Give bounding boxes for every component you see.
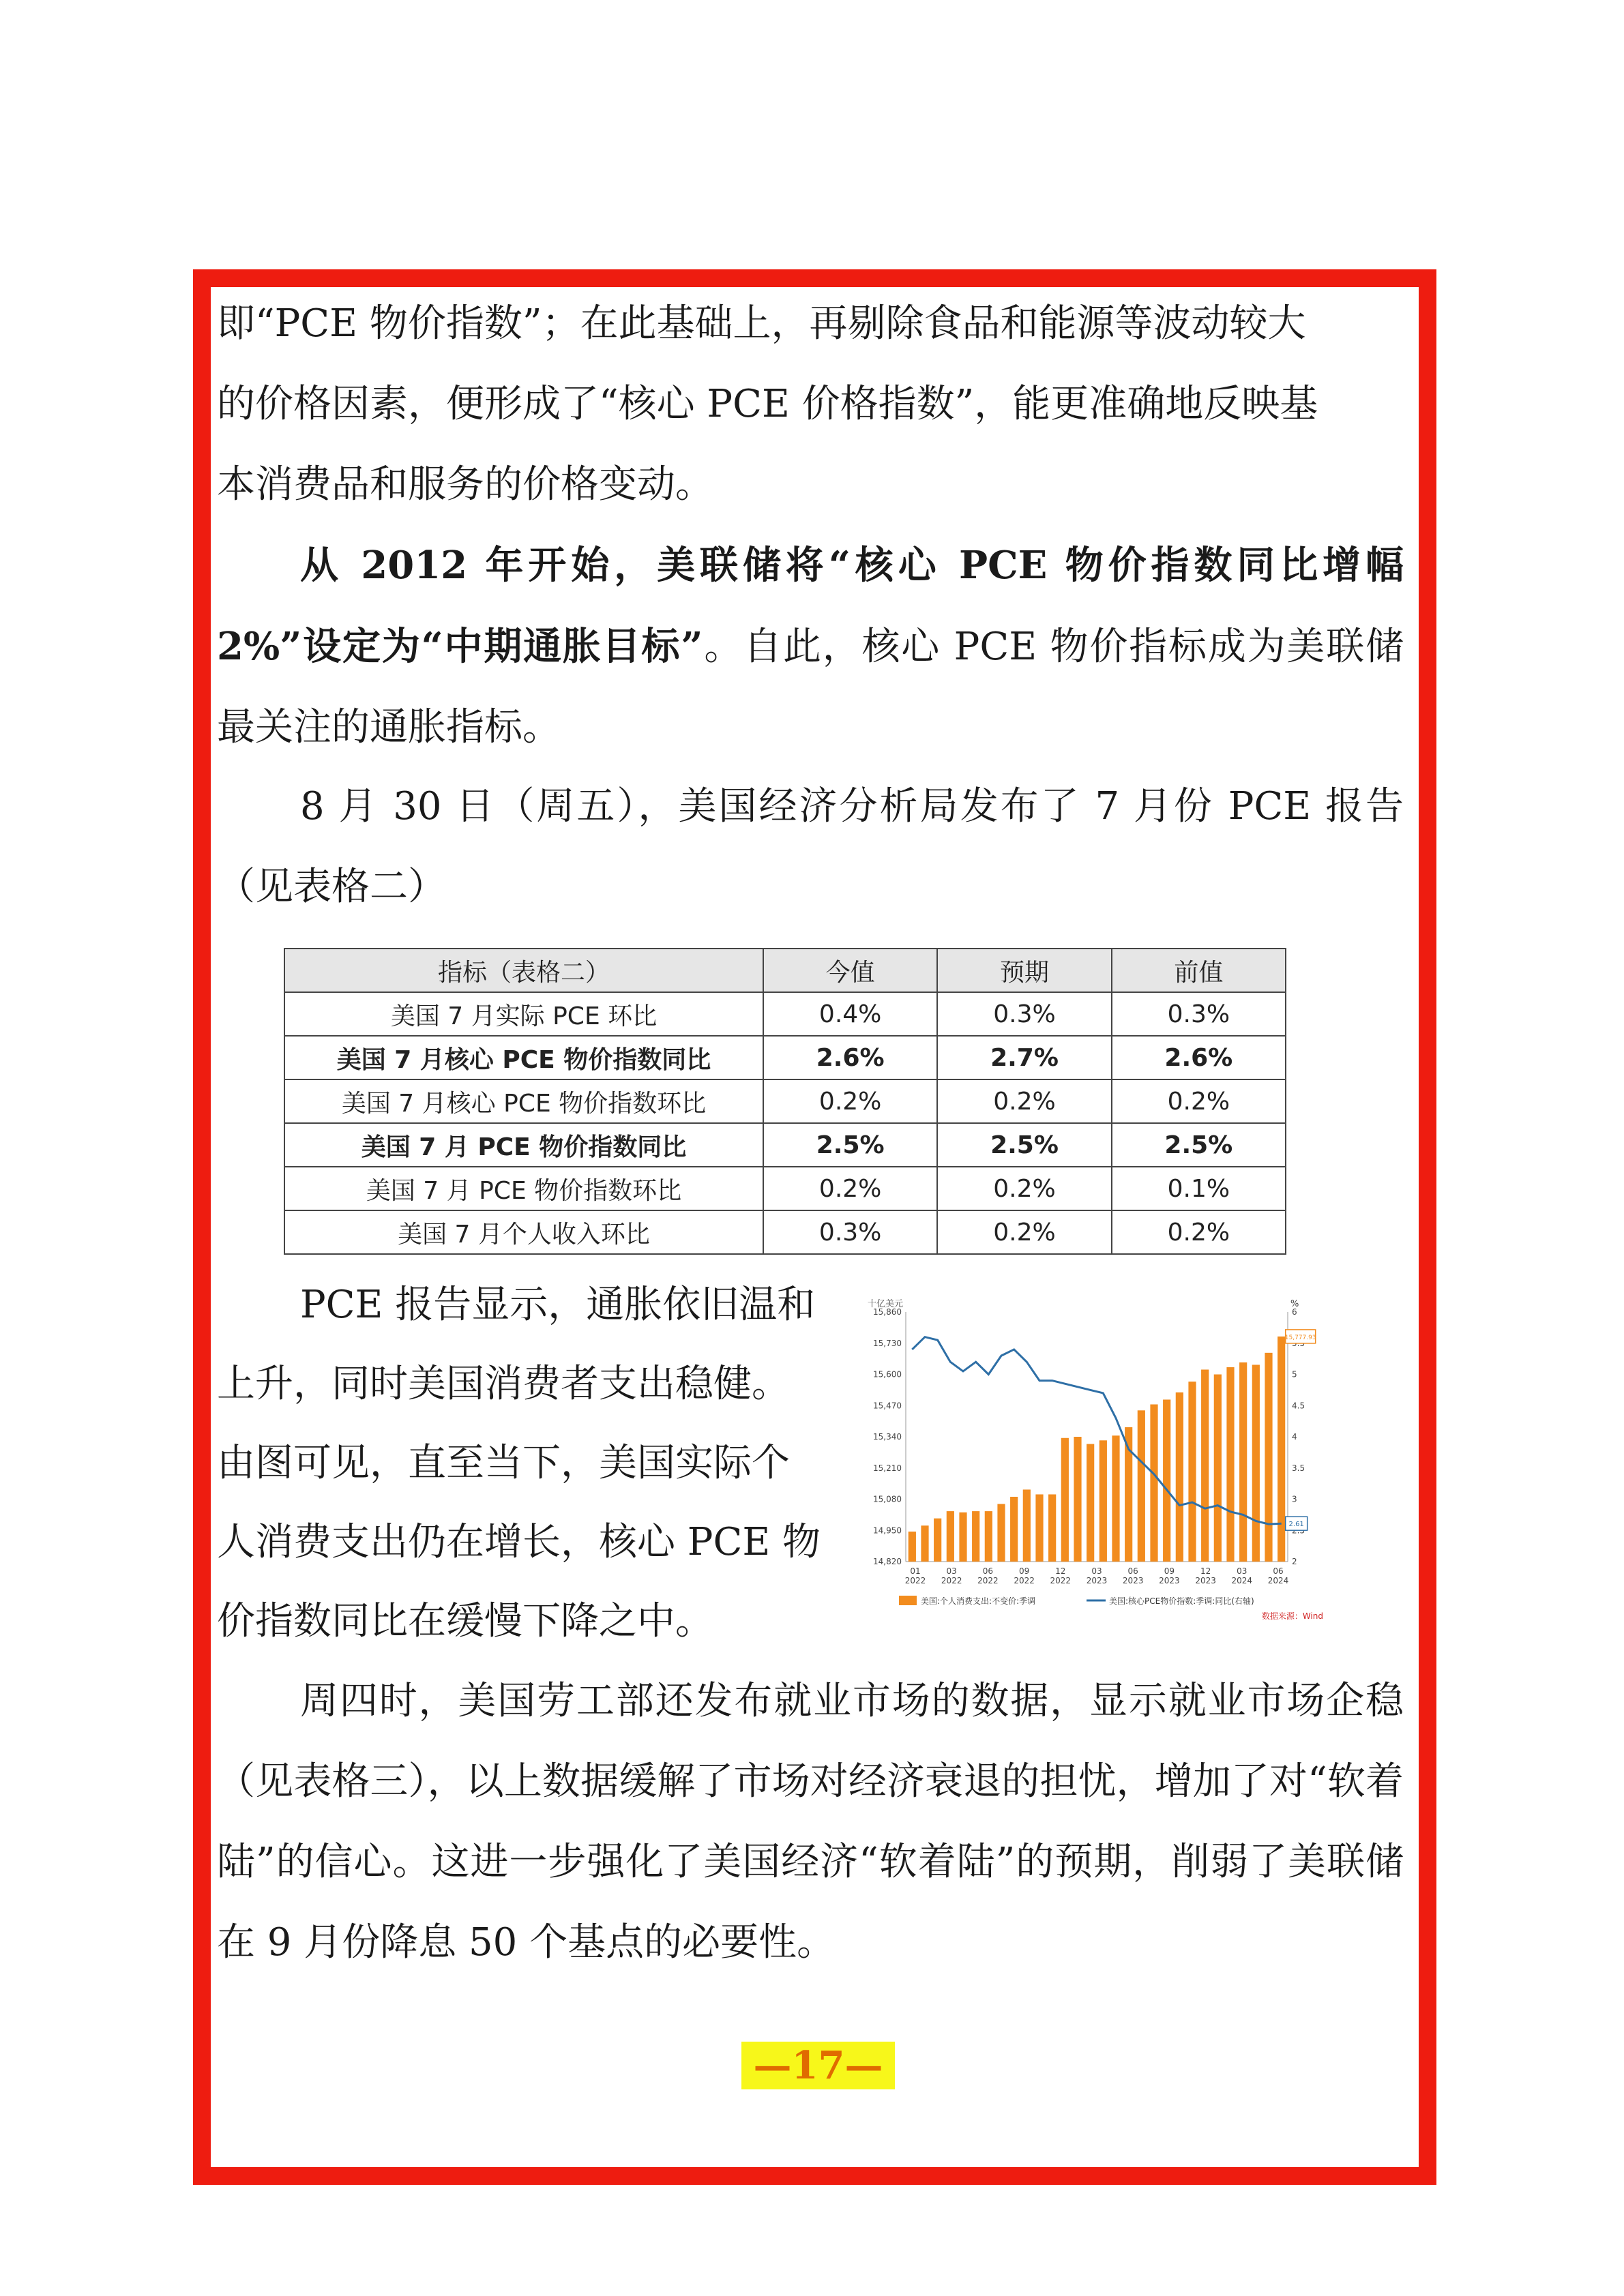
paragraph-1 [217, 284, 1404, 525]
right-tick-label: 3 [1292, 1494, 1297, 1504]
row-forecast: 0.3% [937, 992, 1111, 1036]
legend-bar-swatch [899, 1596, 917, 1605]
left-tick-label: 15,470 [873, 1401, 902, 1411]
row-label: 美国 7 月个人收入环比 [284, 1210, 763, 1254]
chart-source: 数据来源：Wind [1261, 1611, 1323, 1621]
legend-line-label: 美国:核心PCE物价指数:季调:同比(右轴) [1109, 1596, 1254, 1606]
row-prev: 2.6% [1112, 1036, 1286, 1079]
header-indicator: 指标（表格二） [284, 949, 763, 992]
x-tick-month: 03 [946, 1566, 957, 1576]
paragraph-1-line-3: 本消费品和服务的价格变动。 [217, 462, 713, 507]
page-number: —17— [741, 2042, 895, 2089]
row-prev: 0.2% [1112, 1079, 1286, 1123]
row-label: 美国 7 月核心 PCE 物价指数同比 [284, 1036, 763, 1079]
row-prev: 0.3% [1112, 992, 1286, 1036]
paragraph-2-bold: 从 2012 年开始，美联储将“核心 PCE 物价指数同比增幅 2%”设定为“中期通胀目标” [217, 543, 1404, 669]
x-tick-month: 12 [1055, 1566, 1066, 1576]
pce-chart [865, 1297, 1342, 1645]
last-line-label: 2.61 [1288, 1521, 1304, 1529]
left-tick-label: 15,730 [873, 1338, 902, 1348]
x-tick-year: 2023 [1086, 1576, 1108, 1585]
right-tick-label: 6 [1292, 1307, 1297, 1317]
paragraph-4-line-2: 上升，同时美国消费者支出稳健。 [217, 1362, 790, 1406]
left-axis-unit: 十亿美元 [868, 1299, 904, 1309]
x-tick-month: 01 [910, 1566, 921, 1576]
paragraph-4 [217, 1266, 851, 1661]
x-tick-month: 09 [1018, 1566, 1030, 1576]
row-prev: 0.1% [1112, 1167, 1286, 1210]
pce-bar [1176, 1392, 1183, 1562]
row-forecast: 0.2% [937, 1079, 1111, 1123]
x-tick-year: 2024 [1231, 1576, 1253, 1585]
pce-bar [1048, 1494, 1056, 1562]
paragraph-1-line-1: 即“PCE 物价指数”；在此基础上，再剔除食品和能源等波动较大 [217, 301, 1306, 346]
left-tick-label: 15,210 [873, 1463, 902, 1473]
row-forecast: 2.7% [937, 1036, 1111, 1079]
right-tick-label: 4 [1292, 1432, 1297, 1442]
pce-bar [959, 1512, 966, 1562]
pce-bar [921, 1525, 928, 1562]
pce-table [284, 948, 1286, 1255]
pce-bar [1252, 1365, 1260, 1562]
x-tick-month: 06 [982, 1566, 994, 1576]
paragraph-1-line-2: 的价格因素，便形成了“核心 PCE 价格指数”，能更准确地反映基 [217, 382, 1318, 426]
paragraph-3: 8 月 30 日（周五），美国经济分析局发布了 7 月份 PCE 报告（见表格二） [217, 784, 1404, 909]
x-tick-year: 2022 [977, 1576, 999, 1585]
header-forecast: 预期 [937, 949, 1111, 992]
pce-bar [997, 1504, 1005, 1562]
pce-bar [1163, 1399, 1170, 1562]
core-pce-line [912, 1337, 1281, 1525]
left-tick-label: 15,600 [873, 1369, 902, 1380]
paragraph-4-line-4: 人消费支出仍在增长，核心 PCE 物 [217, 1520, 821, 1564]
row-prev: 0.2% [1112, 1210, 1286, 1254]
pce-bar [1010, 1497, 1018, 1562]
x-tick-month: 03 [1091, 1566, 1102, 1576]
legend-bar-label: 美国:个人消费支出:不变价:季调 [921, 1596, 1036, 1606]
last-bar-label: 15,777.93 [1284, 1334, 1316, 1341]
pce-bar [1023, 1489, 1031, 1562]
x-tick-month: 06 [1273, 1566, 1284, 1576]
table-row [284, 1036, 1286, 1079]
header-now: 今值 [763, 949, 937, 992]
pce-bar [1226, 1367, 1234, 1562]
row-label: 美国 7 月核心 PCE 物价指数环比 [284, 1079, 763, 1123]
table-row [284, 1167, 1286, 1210]
left-tick-label: 15,340 [873, 1432, 902, 1442]
table-row [284, 992, 1286, 1036]
pce-bar [1035, 1494, 1043, 1562]
table-header-row [284, 949, 1286, 992]
x-tick-year: 2023 [1159, 1576, 1180, 1585]
pce-bar [1074, 1437, 1081, 1562]
x-tick-month: 09 [1164, 1566, 1175, 1576]
right-tick-label: 3.5 [1292, 1463, 1305, 1473]
paragraph-4-line-5: 价指数同比在缓慢下降之中。 [217, 1599, 713, 1643]
row-now: 0.2% [763, 1167, 937, 1210]
pce-bar [1278, 1337, 1285, 1562]
right-tick-label: 2 [1292, 1557, 1297, 1566]
x-tick-year: 2022 [1014, 1576, 1035, 1585]
row-forecast: 2.5% [937, 1123, 1111, 1167]
row-label: 美国 7 月 PCE 物价指数同比 [284, 1123, 763, 1167]
x-tick-year: 2023 [1195, 1576, 1216, 1585]
left-tick-label: 15,080 [873, 1494, 902, 1504]
table-row [284, 1123, 1286, 1167]
x-tick-month: 06 [1127, 1566, 1138, 1576]
pce-bar [1265, 1353, 1272, 1562]
table-row [284, 1079, 1286, 1123]
row-label: 美国 7 月实际 PCE 环比 [284, 992, 763, 1036]
pce-bar [1201, 1369, 1209, 1562]
paragraph-4-line-3: 由图可见，直至当下，美国实际个 [217, 1441, 790, 1485]
row-now: 0.4% [763, 992, 937, 1036]
x-tick-year: 2022 [1050, 1576, 1072, 1585]
table-row [284, 1210, 1286, 1254]
x-tick-year: 2024 [1267, 1576, 1289, 1585]
row-now: 2.6% [763, 1036, 937, 1079]
pce-bar [1138, 1410, 1145, 1562]
header-prev: 前值 [1112, 949, 1286, 992]
row-forecast: 0.2% [937, 1167, 1111, 1210]
row-now: 2.5% [763, 1123, 937, 1167]
left-tick-label: 14,820 [873, 1557, 902, 1566]
row-prev: 2.5% [1112, 1123, 1286, 1167]
row-forecast: 0.2% [937, 1210, 1111, 1254]
right-axis-unit: % [1290, 1299, 1299, 1309]
pce-bar [1087, 1444, 1094, 1562]
right-tick-label: 5 [1292, 1369, 1297, 1380]
pce-bar [972, 1511, 979, 1562]
paragraph-5: 周四时，美国劳工部还发布就业市场的数据，显示就业市场企稳（见表格三），以上数据缓解了市场对经济衰退的担忧，增加了对“软着陆”的信心。这进一步强化了美国经济“软着陆”的预期，削弱了美联储在 9 月份降息 50 个基点的必要性。 [217, 1679, 1404, 1965]
x-tick-month: 03 [1237, 1566, 1247, 1576]
paragraph-2-rest: 。自此，核心 PCE 物价指标成为美联储最关注的通胀指标。 [217, 625, 1404, 749]
pce-bar [1150, 1404, 1157, 1562]
x-tick-year: 2022 [904, 1576, 926, 1585]
pce-bar [934, 1519, 941, 1562]
pce-bar [1112, 1435, 1119, 1562]
pce-bar [985, 1511, 992, 1562]
left-tick-label: 15,860 [873, 1307, 902, 1317]
pce-bar [947, 1511, 954, 1562]
right-tick-label: 4.5 [1292, 1401, 1305, 1411]
pce-bar [909, 1532, 916, 1562]
pce-bar [1214, 1375, 1222, 1562]
paragraph-2 [217, 525, 1404, 768]
paragraph-4-line-1: PCE 报告显示，通胀依旧温和 [300, 1283, 816, 1327]
x-tick-year: 2023 [1122, 1576, 1144, 1585]
pce-bar [1061, 1438, 1069, 1562]
pce-bar [1099, 1440, 1107, 1562]
left-tick-label: 14,950 [873, 1525, 902, 1536]
row-now: 0.2% [763, 1079, 937, 1123]
row-label: 美国 7 月 PCE 物价指数环比 [284, 1167, 763, 1210]
pce-bar [1188, 1382, 1196, 1562]
x-tick-month: 12 [1200, 1566, 1211, 1576]
x-tick-year: 2022 [941, 1576, 962, 1585]
row-now: 0.3% [763, 1210, 937, 1254]
pce-bar [1239, 1362, 1247, 1562]
